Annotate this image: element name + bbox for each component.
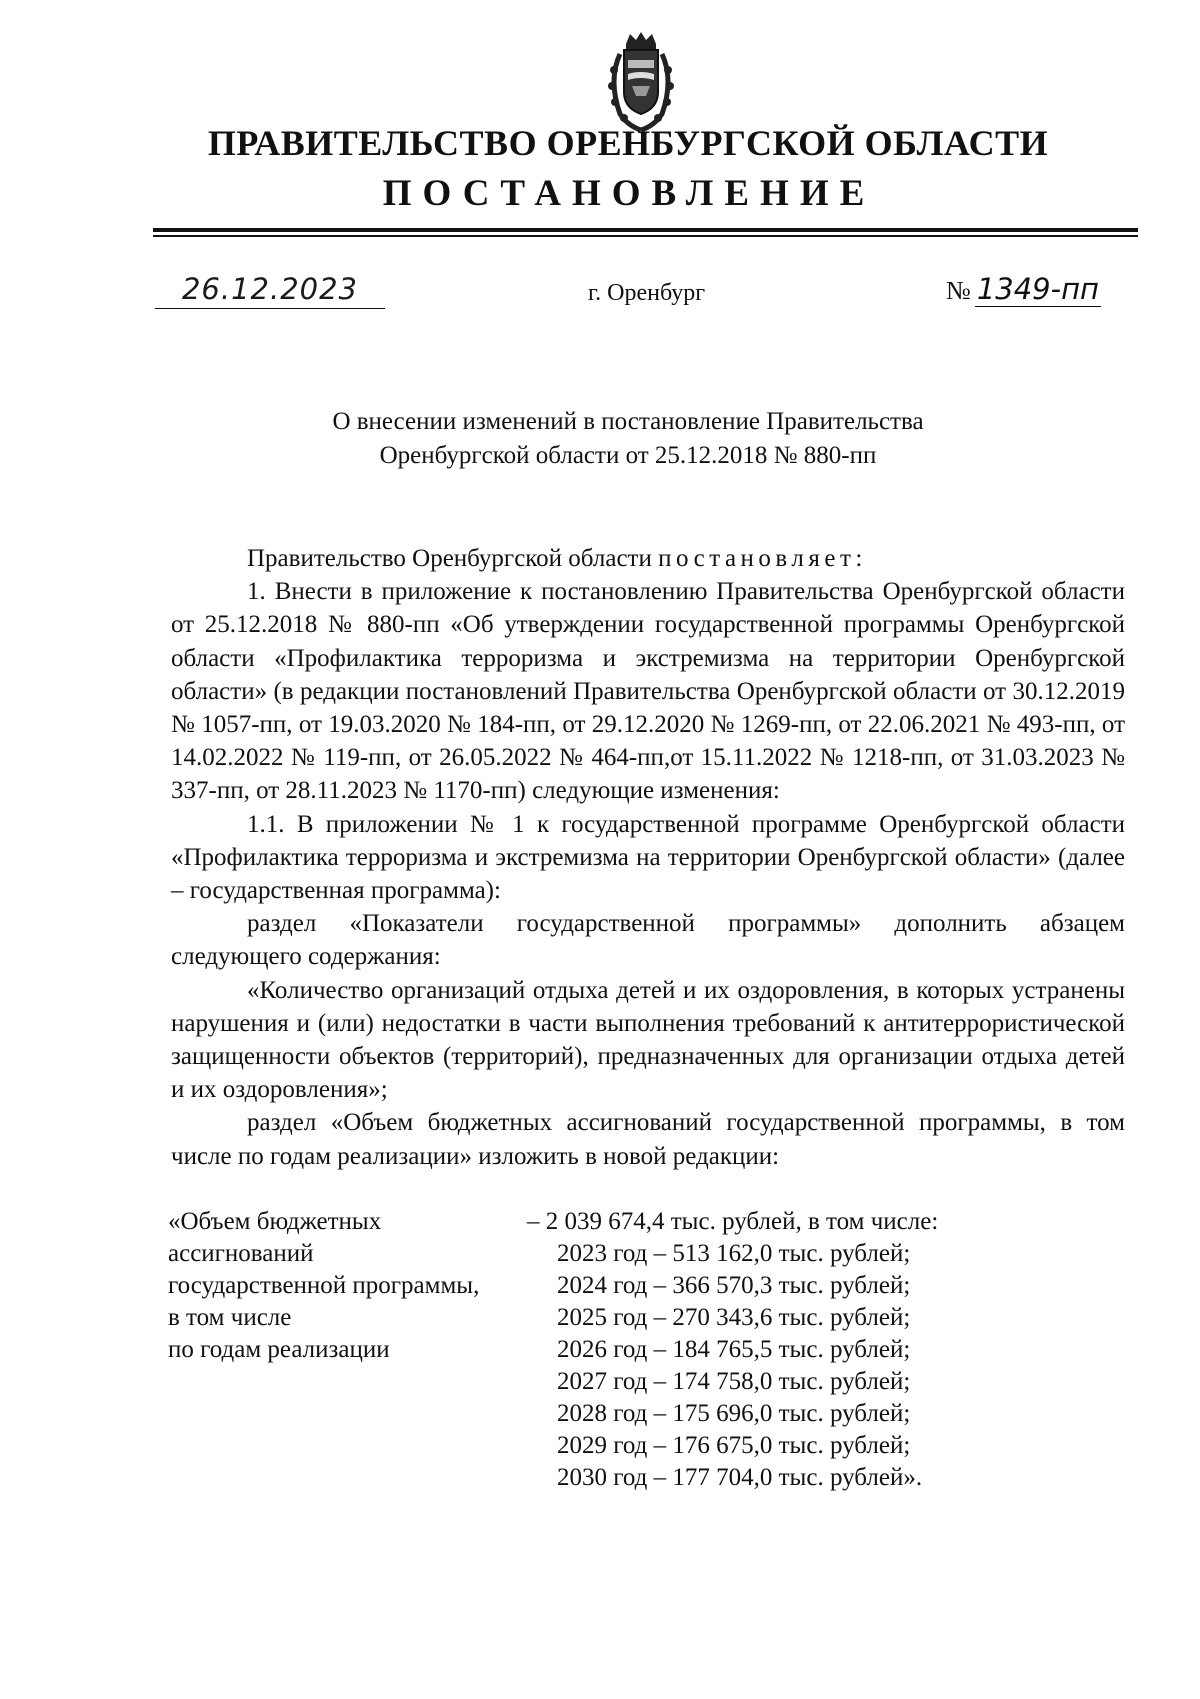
funding-year-row: 2027 год – 174 758,0 тыс. рублей; — [557, 1368, 911, 1395]
preamble-text: Правительство Оренбургской области — [247, 545, 659, 572]
document-body — [171, 542, 1125, 1173]
funding-label-line: государственной программы, — [168, 1272, 480, 1299]
preamble-paragraph — [171, 542, 1125, 575]
funding-year-row: 2029 год – 176 675,0 тыс. рублей; — [557, 1432, 911, 1459]
subject-line-1: О внесении изменений в постановление Правительства — [332, 408, 924, 435]
funding-label-column — [168, 1206, 528, 1366]
funding-year-row: 2026 год – 184 765,5 тыс. рублей; — [557, 1336, 911, 1363]
paragraph-1: 1. Внести в приложение к постановлению Правительства Оренбургской области от 25.12.2018 № 880-пп «Об утверждении государственной программы Оренбургской области «Профилактика терроризма и экстремизма на территории Оренбургской области» (в редакции постановлений Правительства Оренбургской области от 30.12.2019 № 1057-пп, от 19.03.2020 № 184-пп, от 29.12.2020 № 1269-пп, от 22.06.2021 № 493-пп, от 14.02.2022 № 119-пп, от 26.05.2022 № 464-пп,от 15.11.2022 № 1218-пп, от 31.03.2023 № 337-пп, от 28.11.2023 № 1170-пп) следующие изменения: — [171, 578, 1125, 805]
funding-label-line: по годам реализации — [168, 1336, 390, 1363]
paragraph-1-1: 1.1. В приложении № 1 к государственной программе Оренбургской области «Профилактика терроризма и экстремизма на территории Оренбургской области» (далее – государственная программа): — [171, 810, 1125, 905]
document-type-title: ПОСТАНОВЛЕНИЕ — [382, 173, 876, 214]
paragraph-indicators: раздел «Показатели государственной программы» дополнить абзацем следующего содержания: — [171, 910, 1125, 971]
document-city: г. Оренбург — [588, 280, 706, 306]
paragraph-quoted-indicator: «Количество организаций отдыха детей и их оздоровления, в которых устранены нарушения и (или) недостатки в части выполнения требований к антитеррористической защищенности объектов (территорий), предназначенных для организации отдыха детей и их оздоровления»; — [171, 976, 1125, 1104]
document-date: 26.12.2023 — [155, 272, 385, 309]
document-subject — [0, 405, 1200, 473]
funding-year-row: 2030 год – 177 704,0 тыс. рублей». — [557, 1464, 923, 1491]
funding-total: – 2 039 674,4 тыс. рублей, в том числе: — [527, 1208, 939, 1235]
preamble-colon: : — [855, 545, 863, 572]
header-rule-thin — [153, 235, 1138, 237]
funding-year-row: 2024 год – 366 570,3 тыс. рублей; — [557, 1272, 911, 1299]
document-number-block — [946, 272, 1101, 306]
funding-label-line: в том числе — [168, 1304, 292, 1331]
document-number: 1349-пп — [976, 272, 1100, 306]
funding-label-line: «Объем бюджетных — [168, 1208, 382, 1235]
subject-line-2: Оренбургской области от 25.12.2018 № 880-пп — [379, 442, 877, 469]
funding-year-row: 2028 год – 175 696,0 тыс. рублей; — [557, 1400, 911, 1427]
number-label: № — [946, 276, 971, 305]
funding-label-line: ассигнований — [168, 1240, 314, 1267]
coat-of-arms-icon — [598, 30, 684, 134]
funding-year-row: 2023 год – 513 162,0 тыс. рублей; — [557, 1240, 911, 1267]
funding-year-row: 2025 год – 270 343,6 тыс. рублей; — [557, 1304, 911, 1331]
organization-title: ПРАВИТЕЛЬСТВО ОРЕНБУРГСКОЙ ОБЛАСТИ — [207, 123, 1049, 163]
paragraph-budget-section: раздел «Объем бюджетных ассигнований государственной программы, в том числе по годам реализации» изложить в новой редакции: — [171, 1109, 1125, 1170]
preamble-verb: постановляет — [658, 545, 856, 572]
funding-value-column — [527, 1206, 987, 1494]
header-rule-thick — [153, 228, 1138, 232]
